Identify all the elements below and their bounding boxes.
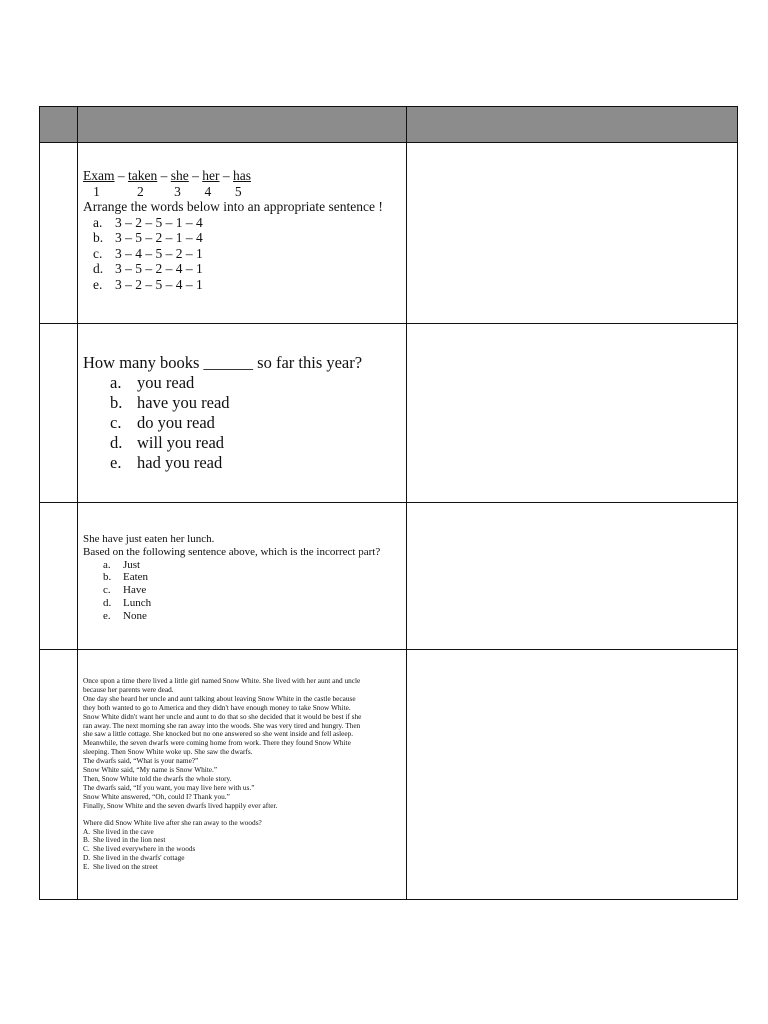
option-item[interactable] xyxy=(93,230,406,246)
option-letter: c. xyxy=(103,584,111,597)
header-cell-answer xyxy=(407,107,738,143)
option-letter: e. xyxy=(103,609,111,622)
option-letter: A. xyxy=(83,826,91,836)
word-separator: – xyxy=(219,168,233,183)
passage-line: Snow White answered, “Oh, could I? Thank you.” xyxy=(83,791,230,801)
question-cell xyxy=(78,324,407,503)
question-sentence: She have just eaten her lunch. xyxy=(83,533,215,545)
option-text: had you read xyxy=(137,453,223,472)
option-text: 3 – 4 – 5 – 2 – 1 xyxy=(115,245,203,261)
word: has xyxy=(233,168,251,183)
passage-line: Snow White said, “My name is Snow White.” xyxy=(83,765,218,775)
option-text: She lived in the cave xyxy=(93,826,154,836)
passage-line: Finally, Snow White and the seven dwarfs lived happily ever after. xyxy=(83,800,278,810)
option-letter: d. xyxy=(93,261,104,276)
option-letter: b. xyxy=(93,230,104,245)
passage-line: she saw a little cottage. She knocked but no one answered so she went inside and fell asleep. xyxy=(83,729,354,739)
option-text: 3 – 5 – 2 – 4 – 1 xyxy=(115,261,203,276)
option-item[interactable] xyxy=(110,453,406,473)
question-text: Where did Snow White live after she ran away to the woods? xyxy=(83,817,262,827)
option-text: you read xyxy=(137,373,195,392)
option-letter: c. xyxy=(93,245,103,261)
number-cell xyxy=(40,503,78,650)
option-letter: b. xyxy=(110,393,123,412)
number-cell xyxy=(40,324,78,503)
option-item[interactable] xyxy=(103,610,406,623)
option-text: She lived in the dwarfs' cottage xyxy=(93,853,185,863)
word-list xyxy=(83,168,406,184)
option-item[interactable] xyxy=(93,261,406,277)
passage-line: One day she heard her uncle and aunt talking about leaving Snow White in the castle because xyxy=(83,693,356,703)
answer-cell xyxy=(407,324,738,503)
option-item[interactable] xyxy=(110,433,406,453)
number-cell xyxy=(40,650,78,900)
passage-line: Then, Snow White told the dwarfs the whole story. xyxy=(83,773,232,783)
option-letter: b. xyxy=(103,571,112,584)
option-text: 3 – 2 – 5 – 4 – 1 xyxy=(115,276,203,292)
option-item[interactable] xyxy=(93,246,406,262)
word-separator: – xyxy=(188,168,203,183)
option-text: Lunch xyxy=(123,596,152,609)
option-list xyxy=(83,828,400,873)
option-item[interactable] xyxy=(93,215,406,231)
question-2 xyxy=(78,324,406,473)
option-letter: a. xyxy=(93,214,103,230)
option-letter: D. xyxy=(83,853,91,863)
word: she xyxy=(170,168,189,183)
option-letter: E. xyxy=(83,862,90,872)
answer-cell xyxy=(407,143,738,324)
option-letter: a. xyxy=(103,558,111,571)
passage-line: because her parents were dead. xyxy=(83,684,174,694)
word: taken xyxy=(128,168,158,183)
passage-line: sleeping. Then Snow White woke up. She saw the dwarfs. xyxy=(83,747,253,757)
answer-cell xyxy=(407,503,738,650)
option-text: Just xyxy=(123,558,141,571)
passage-line: Snow White didn't want her uncle and aunt to do that so she decided that it would be best if she xyxy=(83,711,362,721)
passage-line: The dwarfs said, “What is your name?” xyxy=(83,756,199,766)
header-cell-number xyxy=(40,107,78,143)
question-3 xyxy=(78,503,406,623)
table-header-row xyxy=(40,107,738,143)
option-text: She lived on the street xyxy=(93,862,158,872)
option-list xyxy=(83,373,406,473)
reading-passage xyxy=(83,677,400,811)
passage-line: Meanwhile, the seven dwarfs were coming home from work. There they found Snow White xyxy=(83,738,351,748)
option-letter: d. xyxy=(103,596,112,609)
option-text: 3 – 5 – 2 – 1 – 4 xyxy=(115,230,203,245)
answer-cell xyxy=(407,650,738,900)
option-text: have you read xyxy=(137,393,230,412)
option-item[interactable] xyxy=(103,584,406,597)
option-text: 3 – 2 – 5 – 1 – 4 xyxy=(115,214,203,230)
question-1 xyxy=(78,143,406,292)
option-letter: d. xyxy=(110,433,123,452)
passage-line: they both wanted to go to America and they didn't have enough money to take Snow White. xyxy=(83,702,351,712)
word: Exam xyxy=(83,168,115,183)
option-letter: c. xyxy=(110,413,122,432)
question-row-3 xyxy=(40,503,738,650)
option-text: do you read xyxy=(137,413,215,432)
question-cell xyxy=(78,503,407,650)
question-4 xyxy=(78,650,406,872)
option-item[interactable] xyxy=(93,277,406,293)
question-cell xyxy=(78,650,407,900)
option-text: Have xyxy=(123,584,147,597)
question-text: How many books ______ so far this year? xyxy=(83,353,363,372)
option-letter: C. xyxy=(83,844,90,854)
question-row-2 xyxy=(40,324,738,503)
question-row-4 xyxy=(40,650,738,900)
word-separator: – xyxy=(114,168,128,183)
option-list xyxy=(83,559,406,623)
passage-line: The dwarfs said, “If you want, you may live here with us.” xyxy=(83,782,255,792)
question-table xyxy=(39,106,738,900)
option-letter: a. xyxy=(110,373,122,392)
option-item[interactable] xyxy=(110,373,406,393)
option-letter: e. xyxy=(110,453,122,472)
passage-line: Once upon a time there lived a little girl named Snow White. She lived with her aunt and uncle xyxy=(83,676,361,685)
option-item[interactable] xyxy=(83,863,400,872)
number-cell xyxy=(40,143,78,324)
option-text: Eaten xyxy=(123,571,149,584)
header-cell-question xyxy=(78,107,407,143)
question-text: Based on the following sentence above, which is the incorrect part? xyxy=(83,545,381,558)
option-item[interactable] xyxy=(103,559,406,572)
word-separator: – xyxy=(157,168,171,183)
word-numbers: 1 2 3 4 5 xyxy=(83,183,242,199)
option-item[interactable] xyxy=(103,571,406,584)
option-text: will you read xyxy=(137,433,225,452)
question-cell xyxy=(78,143,407,324)
passage-line: ran away. The next morning she ran away into the woods. She was very tired and hungry. Then xyxy=(83,720,361,730)
question-instruction: Arrange the words below into an appropriate sentence ! xyxy=(83,199,383,214)
option-list xyxy=(83,215,406,293)
option-text: She lived everywhere in the woods xyxy=(93,844,196,854)
option-letter: B. xyxy=(83,835,90,845)
option-letter: e. xyxy=(93,276,103,292)
question-row-1 xyxy=(40,143,738,324)
option-text: She lived in the lion nest xyxy=(93,835,166,845)
option-item[interactable] xyxy=(103,597,406,610)
option-text: None xyxy=(123,609,147,622)
option-item[interactable] xyxy=(110,393,406,413)
option-item[interactable] xyxy=(110,413,406,433)
word: her xyxy=(202,168,220,183)
